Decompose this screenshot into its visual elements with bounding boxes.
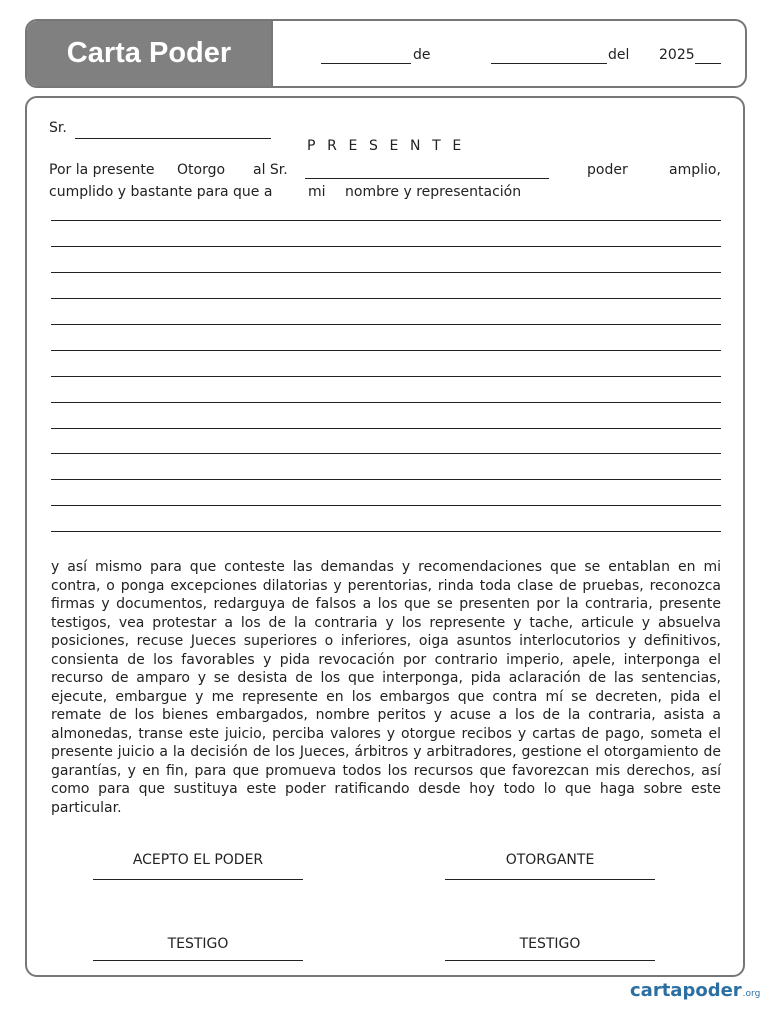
cartapoder-logo[interactable] (630, 980, 760, 1001)
apoderado-name-blank[interactable] (305, 178, 549, 179)
writing-line[interactable] (51, 324, 721, 325)
writing-line[interactable] (51, 246, 721, 247)
logo-name: cartapoder (630, 980, 742, 1001)
date-day-blank[interactable] (321, 63, 411, 64)
al-sr-text: al Sr. (253, 162, 288, 178)
otorgo-text: Otorgo (177, 162, 226, 178)
title-cell (27, 21, 273, 86)
mi-text: mi (308, 184, 326, 200)
header-box (25, 19, 747, 88)
date-year: 2025 (659, 47, 695, 63)
presente-heading: P R E S E N T E (307, 138, 465, 154)
writing-line[interactable] (51, 505, 721, 506)
sr-label: Sr. (49, 120, 67, 136)
date-month-blank[interactable] (491, 63, 607, 64)
writing-line[interactable] (51, 220, 721, 221)
sr-name-blank[interactable] (75, 138, 271, 139)
main-box (25, 96, 745, 977)
nombre-text: nombre y representación (345, 184, 522, 200)
acepto-poder-label: ACEPTO EL PODER (132, 852, 264, 868)
otorgante-signature-line[interactable] (445, 879, 655, 880)
writing-line[interactable] (51, 453, 721, 454)
writing-line[interactable] (51, 298, 721, 299)
por-la-presente-text: Por la presente (49, 162, 155, 178)
otorgante-label: OTORGANTE (505, 852, 595, 868)
writing-line[interactable] (51, 272, 721, 273)
logo-tld: .org (742, 989, 761, 999)
writing-line[interactable] (51, 479, 721, 480)
testigo-left-signature-line[interactable] (93, 960, 303, 961)
intro-line-1 (49, 162, 725, 182)
writing-line[interactable] (51, 402, 721, 403)
writing-line[interactable] (51, 531, 721, 532)
poder-text: poder (587, 162, 628, 178)
testigo-right-signature-line[interactable] (445, 960, 655, 961)
amplio-text: amplio, (669, 162, 721, 178)
body-paragraph: y así mismo para que conteste las demandas y recomendaciones que se entablan en mi contra, o ponga excepciones dilatorias y perentorias, rinda toda clase de pruebas, reconozca firmas y documentos, redarguya de falsos a los que se presenten por la contraria, presente testigos, vea protestar a los de la contraria y los represente y tache, articule y absuelva posiciones, recuse Jueces superiores o inferiores, oiga asuntos interlocutorios y definitivos, consienta de los favorables y pida revocación por contrario imperio, apele, interponga el recurso de amparo y se desista de los que interponga, pida aclaración de las sentencias, ejecute, embargue y me represente en los embargos que contra mí se decreten, pida el remate de los bienes embargados, nombre peritos y acuse a los de la contraria, asista a almonedas, transe este juicio, perciba valores y otorgue recibos y cartas de pago, someta el presente juicio a la decisión de los Jueces, árbitros y arbitradores, gestione el otorgamiento de garantías, y en fin, para que promueva todos los recursos que favorezcan mis derechos, así como para que sustituya este poder ratificando desde hoy todo lo que haga sobre este particular. (51, 559, 721, 816)
testigo-right-label: TESTIGO (519, 936, 581, 952)
writing-line[interactable] (51, 376, 721, 377)
writing-line[interactable] (51, 428, 721, 429)
writing-line[interactable] (51, 350, 721, 351)
acepto-signature-line[interactable] (93, 879, 303, 880)
date-de-label: de (413, 47, 431, 63)
page-title: Carta Poder (66, 37, 232, 69)
date-section (275, 21, 745, 86)
cumplido-text: cumplido y bastante para que a (49, 184, 273, 200)
date-del-label: del (608, 47, 630, 63)
date-year-blank[interactable] (695, 63, 721, 64)
testigo-left-label: TESTIGO (167, 936, 229, 952)
